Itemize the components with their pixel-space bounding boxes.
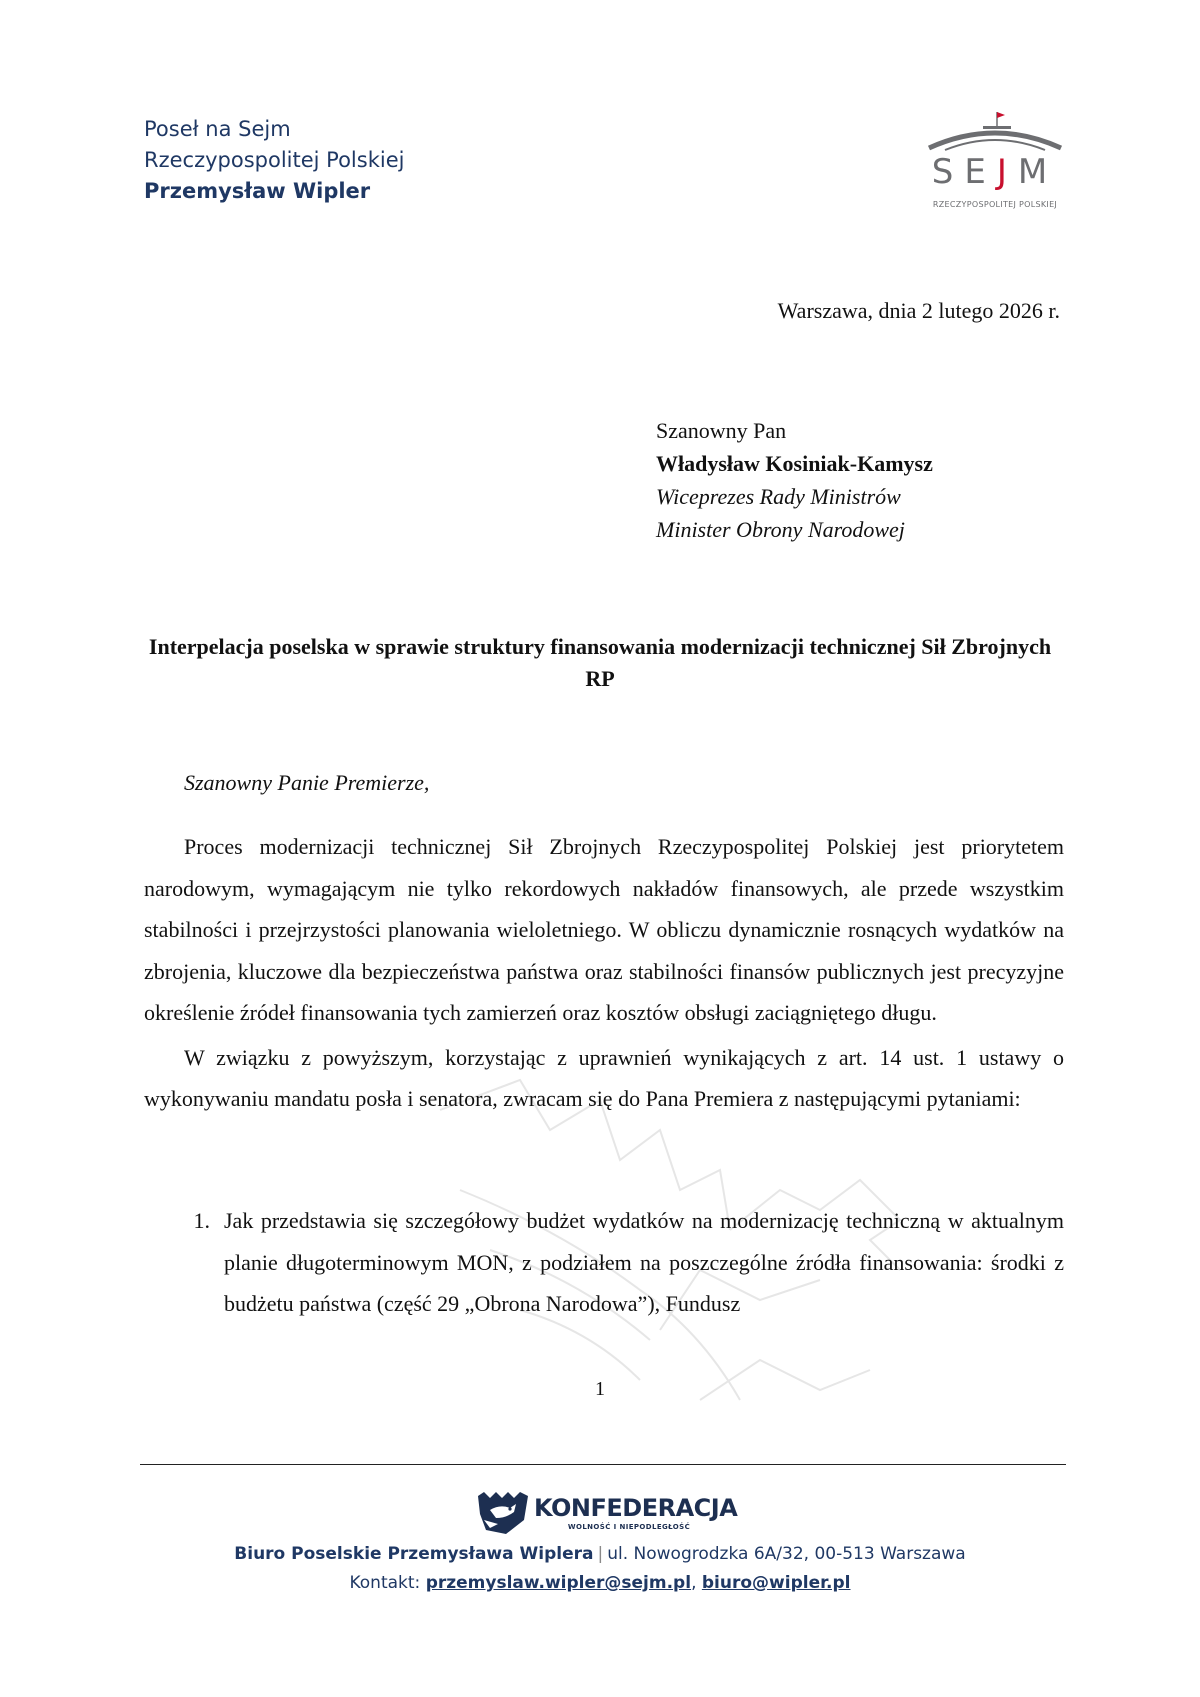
- addressee-greeting: Szanowny Pan: [656, 418, 787, 443]
- sender-line-1: Poseł na Sejm: [144, 117, 291, 141]
- sender-block: [144, 114, 404, 207]
- sejm-word-part1: SE: [931, 152, 997, 192]
- body-paragraph-1: Proces modernizacji technicznej Sił Zbrojnych Rzeczypospolitej Polskiej jest priorytetem narodowym, wymagającym nie tylko rekordowych nakładów finansowych, ale przede wszystkim stabilności i przejrzystości planowania wieloletniego. W obliczu dynamicznie rosnących wydatków na zbrojenia, kluczowe dla bezpieczeństwa państwa oraz stabilności finansów publicznych jest precyzyjne określenie źródeł finansowania tych zamierzeń oraz kosztów obsługi zaciągniętego długu.: [144, 834, 1064, 1025]
- sejm-logo: [925, 108, 1065, 216]
- sejm-wordmark: [925, 152, 1065, 192]
- addressee-block: [656, 414, 933, 546]
- sejm-word-red: J: [996, 152, 1018, 192]
- konfederacja-logo: [476, 1490, 736, 1540]
- question-text: Jak przedstawia się szczegółowy budżet wydatków na modernizację techniczną w aktualnym planie długoterminowym MON, z podziałem na poszczególne źródła finansowania: środki z budżetu państwa (część 29 „Obrona Narodowa”), Fundusz: [224, 1208, 1064, 1316]
- letter-subject: Interpelacja poselska w sprawie struktury finansowania modernizacji technicznej Sił Zbrojnych RP: [148, 634, 1052, 691]
- konfederacja-subtitle: WOLNOŚĆ I NIEPODLEGŁOŚĆ: [567, 1523, 691, 1531]
- office-name: Biuro Poselskie Przemysława Wiplera: [234, 1544, 594, 1564]
- salutation: Szanowny Panie Premierze,: [184, 770, 430, 795]
- konfederacja-name: KONFEDERACJA: [534, 1494, 738, 1522]
- footer-separator: |: [597, 1544, 604, 1564]
- footer-office-line: [0, 1544, 1200, 1564]
- email-link-biuro[interactable]: biuro@wipler.pl: [701, 1573, 851, 1593]
- sejm-subtitle: RZECZYPOSPOLITEJ POLSKIEJ: [932, 200, 1058, 209]
- konfederacja-eagle-icon: [476, 1490, 530, 1536]
- sejm-dome-icon: [925, 108, 1065, 154]
- footer-contact-line: [0, 1573, 1200, 1593]
- question-list: [144, 1200, 1064, 1325]
- contact-label: Kontakt:: [349, 1573, 421, 1593]
- office-address: ul. Nowogrodzka 6A/32, 00-513 Warszawa: [607, 1544, 966, 1564]
- addressee-title-2: Minister Obrony Narodowej: [656, 517, 905, 542]
- question-number: 1.: [193, 1208, 210, 1233]
- addressee-name: Władysław Kosiniak-Kamysz: [656, 451, 933, 476]
- sejm-word-part2: M: [1017, 152, 1059, 192]
- letter-date: Warszawa, dnia 2 lutego 2026 r.: [777, 298, 1060, 323]
- addressee-title-1: Wiceprezes Rady Ministrów: [656, 484, 901, 509]
- sender-line-2: Rzeczypospolitej Polskiej: [144, 148, 405, 172]
- body-paragraph-2: W związku z powyższym, korzystając z uprawnień wynikających z art. 14 ust. 1 ustawy o wykonywaniu mandatu posła i senatora, zwracam się do Pana Premiera z następującymi pytaniami:: [144, 1044, 1064, 1111]
- page-number: 1: [595, 1378, 605, 1400]
- list-item: [144, 1200, 1064, 1325]
- email-link-sejm[interactable]: przemyslaw.wipler@sejm.pl: [425, 1573, 692, 1593]
- letter-body: [144, 826, 1064, 1120]
- footer-divider: [140, 1464, 1066, 1465]
- sender-name: Przemysław Wipler: [144, 179, 371, 203]
- contact-comma: ,: [691, 1573, 697, 1593]
